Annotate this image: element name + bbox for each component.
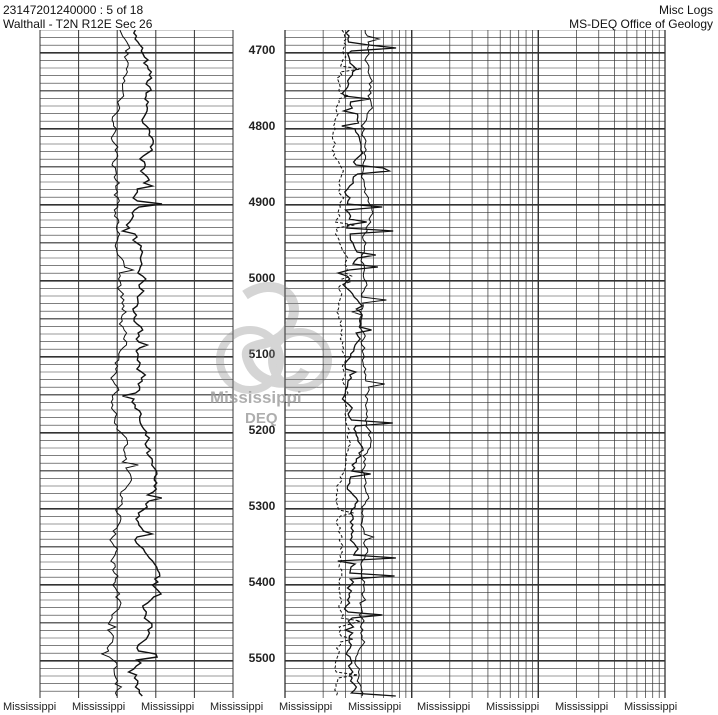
well-id: 23147201240000 : 5 of 18 — [3, 3, 144, 17]
well-location: Walthall - T2N R12E Sec 26 — [3, 17, 153, 31]
header-right — [569, 3, 713, 31]
footer-watermark-text: Mississippi — [624, 701, 678, 713]
footer-watermark-text: Mississippi — [279, 701, 333, 713]
footer-watermark-text: Mississippi — [210, 701, 264, 713]
watermark-text-agency: DEQ — [245, 410, 278, 427]
depth-label: 5200 — [248, 423, 276, 437]
agency-name: MS-DEQ Office of Geology — [569, 17, 713, 31]
footer-watermark-text: Mississippi — [141, 701, 195, 713]
right-track-grid — [285, 30, 665, 698]
depth-label: 5500 — [248, 651, 276, 665]
depth-label: 5000 — [248, 271, 276, 285]
well-log-image — [0, 30, 718, 700]
depth-label: 5400 — [248, 575, 276, 589]
depth-label: 4800 — [248, 119, 276, 133]
depth-label: 4900 — [248, 195, 276, 209]
footer-watermark-text: Mississippi — [348, 701, 402, 713]
resistivity-curve-shallow — [332, 30, 361, 696]
header-left — [3, 3, 152, 31]
footer-watermark-strip — [0, 700, 718, 715]
footer-watermark-text: Mississippi — [3, 701, 57, 713]
footer-watermark-text: Mississippi — [486, 701, 540, 713]
resistivity-curve-deep — [338, 30, 396, 696]
depth-label: 5300 — [248, 499, 276, 513]
resistivity-curve-medium — [353, 30, 387, 696]
footer-watermark-text: Mississippi — [555, 701, 609, 713]
depth-label: 5100 — [248, 347, 276, 361]
depth-label: 4700 — [248, 43, 276, 57]
footer-watermark-text: Mississippi — [417, 701, 471, 713]
sp-curve-secondary — [102, 30, 138, 696]
log-type: Misc Logs — [658, 3, 713, 17]
footer-watermark-text: Mississippi — [72, 701, 126, 713]
watermark-text-state: Mississippi — [210, 388, 302, 407]
